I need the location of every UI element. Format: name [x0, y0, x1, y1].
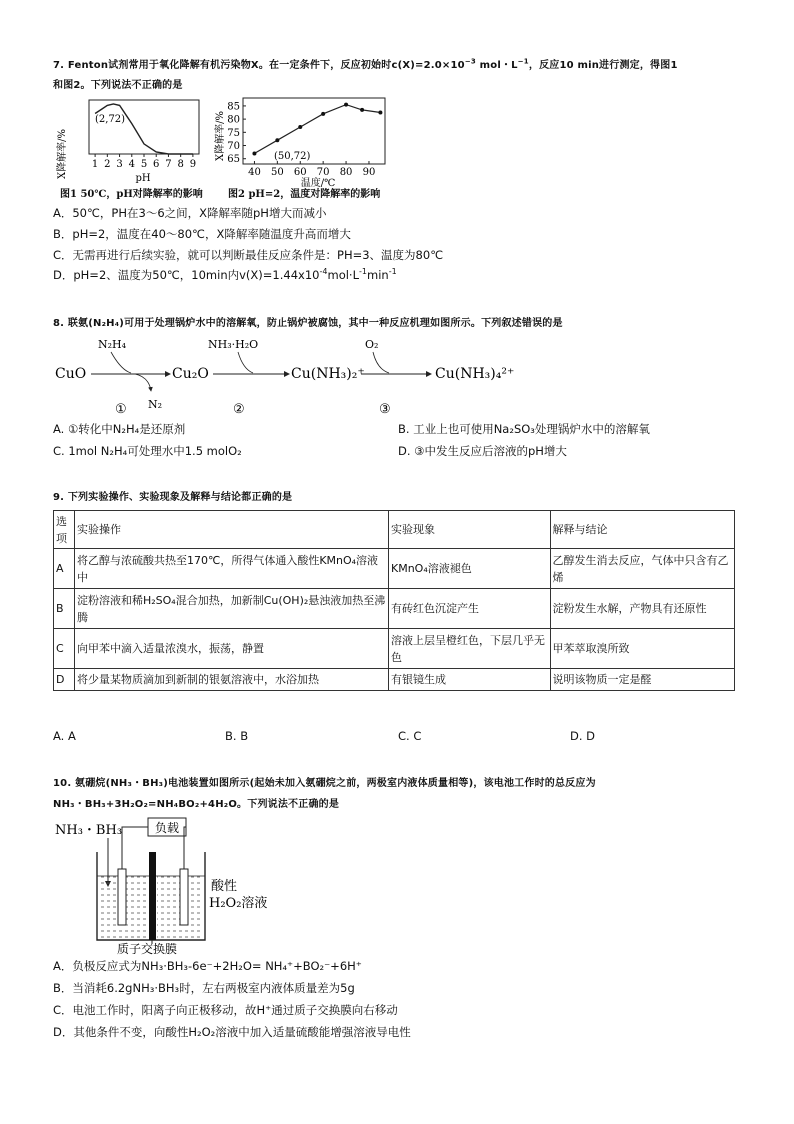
fig2-ytick-label: 80 — [227, 114, 240, 126]
fig2-data-point — [298, 125, 302, 129]
q8-cuo: CuO — [55, 366, 87, 382]
q7-figure1-caption: 图1 50℃，pH对降解率的影响 — [60, 189, 203, 200]
fig2-xtick-label: 90 — [362, 167, 376, 178]
q9-answer-c: C. C — [398, 729, 422, 743]
fig2-ylabel: X降解率/% — [215, 111, 226, 161]
table-cell: C — [54, 629, 75, 669]
fig2-curve — [255, 105, 381, 154]
q8-option-c: C. 1mol N₂H₄可处理水中1.5 molO₂ — [53, 444, 242, 458]
q8-curve-in-2 — [238, 352, 253, 373]
q7-option-d-exp1: -4 — [319, 267, 328, 277]
q7-figure2-caption: 图2 pH=2，温度对降解率的影响 — [228, 189, 381, 200]
table-cell: 淀粉溶液和稀H₂SO₄混合加热，加新制Cu(OH)₂悬浊液加热至沸腾 — [74, 589, 388, 629]
table-cell: 甲苯萃取溴所致 — [550, 629, 734, 669]
q8-curve-in-1 — [111, 352, 131, 373]
table-cell: B — [54, 589, 75, 629]
q9-answer-a: A. A — [53, 729, 76, 743]
fig1-xticks — [92, 154, 196, 170]
table-cell: 说明该物质一定是醛 — [550, 669, 734, 691]
fig2-data-point — [344, 103, 348, 107]
q10-load-label: 负载 — [154, 821, 180, 835]
fig2-xtick-label: 40 — [248, 167, 261, 178]
fig1-xtick-label: 8 — [177, 159, 184, 170]
q10-stem-line2: NH₃・BH₃+3H₂O₂=NH₄BO₂+4H₂O。下列说法不正确的是 — [53, 799, 340, 810]
table-row — [54, 669, 735, 691]
table-cell: 将乙醇与浓硫酸共热至170℃，所得气体通入酸性KMnO₄溶液中 — [74, 549, 388, 589]
q10-option-c: C．电池工作时，阳离子向正极移动，故H⁺通过质子交换膜向右移动 — [53, 1003, 398, 1017]
q10-wire-left — [122, 827, 148, 869]
fig2-data-point — [378, 111, 382, 115]
q7-stem-exp-b: −1 — [517, 57, 529, 66]
table-cell: KMnO₄溶液褪色 — [389, 549, 551, 589]
q10-h2o2-label: H₂O₂溶液 — [209, 896, 268, 911]
q7-option-d-exp3: -1 — [388, 267, 397, 277]
fig2-frame — [243, 98, 385, 164]
fig1-ylabel: X降解率/% — [57, 129, 68, 179]
fig1-xlabel: pH — [135, 173, 151, 184]
q8-curve-in-3 — [373, 352, 389, 373]
q10-acid-label: 酸性 — [211, 879, 238, 894]
fig2-ytick-label: 65 — [227, 154, 240, 166]
table-header-cell: 选项 — [54, 511, 75, 549]
q7-stem-text-c: ，反应10 min进行测定，得图1 — [528, 60, 678, 71]
q8-mechanism-diagram — [53, 335, 533, 420]
q9-table — [53, 510, 735, 691]
fig2-xtick-label: 70 — [316, 167, 330, 178]
q8-step-3: ③ — [379, 402, 391, 417]
fig2-data-point — [252, 151, 256, 155]
q7-stem-line1 — [53, 58, 753, 74]
table-cell: 淀粉发生水解，产物具有还原性 — [550, 589, 734, 629]
q7-option-c: C．无需再进行后续实验，就可以判断最佳反应条件是：PH=3、温度为80℃ — [53, 248, 444, 262]
table-row — [54, 629, 735, 669]
fig1-xtick-label: 3 — [116, 159, 123, 170]
q7-stem-line2: 和图2。下列说法不正确的是 — [53, 80, 183, 91]
table-cell: D — [54, 669, 75, 691]
q8-option-d: D. ③中发生反应后溶液的pH增大 — [398, 444, 567, 458]
q10-membrane — [149, 852, 156, 940]
table-cell: 有银镜生成 — [389, 669, 551, 691]
table-cell: 有砖红色沉淀产生 — [389, 589, 551, 629]
q9-answer-b: B. B — [225, 729, 249, 743]
fig1-xtick-label: 1 — [91, 159, 99, 170]
q10-electrode-left — [118, 869, 126, 925]
q8-step-1: ① — [115, 402, 127, 417]
q7-figure2 — [213, 92, 393, 192]
q7-option-b: B．pH=2，温度在40～80℃，X降解率随温度升高而增大 — [53, 227, 351, 241]
q7-option-a: A．50℃，PH在3～6之间，X降解率随pH增大而减小 — [53, 206, 327, 220]
fig2-points — [252, 103, 382, 156]
fig2-point-label: (50,72) — [274, 151, 311, 162]
fig1-curve — [95, 104, 193, 154]
fig1-point-label: (2,72) — [95, 114, 126, 125]
q8-reagent-3: O₂ — [365, 338, 379, 351]
fig1-xtick-label: 9 — [189, 159, 197, 170]
q9-answer-d: D. D — [570, 729, 596, 743]
q8-stem: 8. 联氨(N₂H₄)可用于处理锅炉水中的溶解氧，防止锅炉被腐蚀，其中一种反应机理如图所示。下列叙述错误的是 — [53, 318, 563, 329]
q8-cu2o: Cu₂O — [172, 366, 209, 382]
q9-stem: 9. 下列实验操作、实验现象及解释与结论都正确的是 — [53, 492, 293, 503]
q7-stem-text-b: mol・L — [475, 60, 518, 71]
q10-stem-line1: 10. 氨硼烷(NH₃・BH₃)电池装置如图所示(起始未加入氨硼烷之前，两极室内液体质量相等)，该电池工作时的总反应为 — [53, 778, 596, 789]
table-header-cell: 实验现象 — [389, 511, 551, 549]
q10-membrane-label: 质子交换膜 — [117, 942, 178, 956]
q8-cunh3-4: Cu(NH₃)₄²⁺ — [435, 366, 515, 382]
fig1-xtick-label: 2 — [104, 159, 111, 170]
table-cell: 溶液上层呈橙红色，下层几乎无色 — [389, 629, 551, 669]
q7-option-d-exp2: -1 — [359, 267, 368, 277]
q7-stem-text-a: 7. Fenton试剂常用于氧化降解有机污染物X。在一定条件下，反应初始时c(X)=2.0×10 — [53, 60, 465, 71]
table-header-cell: 解释与结论 — [550, 511, 734, 549]
fig1-xtick-label: 5 — [140, 159, 148, 170]
q10-option-a: A．负极反应式为NH₃·BH₃-6e⁻+2H₂O= NH₄⁺+BO₂⁻+6H⁺ — [53, 959, 362, 973]
table-cell: A — [54, 549, 75, 589]
table-row — [54, 549, 735, 589]
table-header-cell: 实验操作 — [74, 511, 388, 549]
fig2-ytick-label: 85 — [227, 101, 240, 113]
q10-electrode-right — [180, 869, 188, 925]
q8-option-b: B. 工业上也可使用Na₂SO₃处理锅炉水中的溶解氧 — [398, 422, 650, 436]
fig1-xtick-label: 7 — [165, 159, 172, 170]
fig2-data-point — [275, 138, 279, 142]
q7-option-d — [53, 266, 397, 284]
q8-reagent-1: N₂H₄ — [98, 338, 127, 351]
q7-option-d-c: min — [367, 268, 389, 282]
q8-step-2: ② — [233, 402, 245, 417]
q7-stem-exp-a: −3 — [464, 57, 476, 66]
q10-fuel-label: NH₃・BH₃ — [55, 823, 123, 838]
q10-cell-diagram — [53, 814, 313, 956]
fig1-xtick-label: 6 — [153, 159, 160, 170]
fig1-frame — [89, 100, 199, 154]
fig2-xlabel: 温度/℃ — [300, 178, 336, 189]
fig2-ytick-label: 75 — [227, 127, 240, 139]
fig2-data-point — [360, 108, 364, 112]
table-cell: 向甲苯中滴入适量浓溴水，振荡，静置 — [74, 629, 388, 669]
q7-option-d-a: D．pH=2、温度为50℃，10min内v(X)=1.44x10 — [53, 268, 320, 282]
table-row — [54, 589, 735, 629]
q10-option-d: D．其他条件不变，向酸性H₂O₂溶液中加入适量硫酸能增强溶液导电性 — [53, 1025, 411, 1039]
q7-option-d-b: mol·L — [327, 268, 359, 282]
q8-curve-out-1 — [135, 374, 151, 391]
q8-product-1: N₂ — [148, 398, 163, 411]
q8-reagent-2: NH₃·H₂O — [208, 338, 259, 351]
q8-cunh3-2: Cu(NH₃)₂⁺ — [291, 366, 365, 382]
fig2-data-point — [321, 112, 325, 116]
table-cell: 乙醇发生消去反应，气体中只含有乙烯 — [550, 549, 734, 589]
fig1-xtick-label: 4 — [128, 159, 135, 170]
table-header-row — [54, 511, 735, 549]
q10-option-b: B．当消耗6.2gNH₃·BH₃时，左右两极室内液体质量差为5g — [53, 981, 355, 995]
fig2-xtick-label: 80 — [339, 167, 353, 178]
q8-option-a: A. ①转化中N₂H₄是还原剂 — [53, 422, 186, 436]
fig2-ytick-label: 70 — [227, 141, 240, 153]
fig2-xtick-label: 60 — [293, 167, 307, 178]
fig2-xtick-label: 50 — [270, 167, 284, 178]
table-cell: 将少量某物质滴加到新制的银氨溶液中，水浴加热 — [74, 669, 388, 691]
